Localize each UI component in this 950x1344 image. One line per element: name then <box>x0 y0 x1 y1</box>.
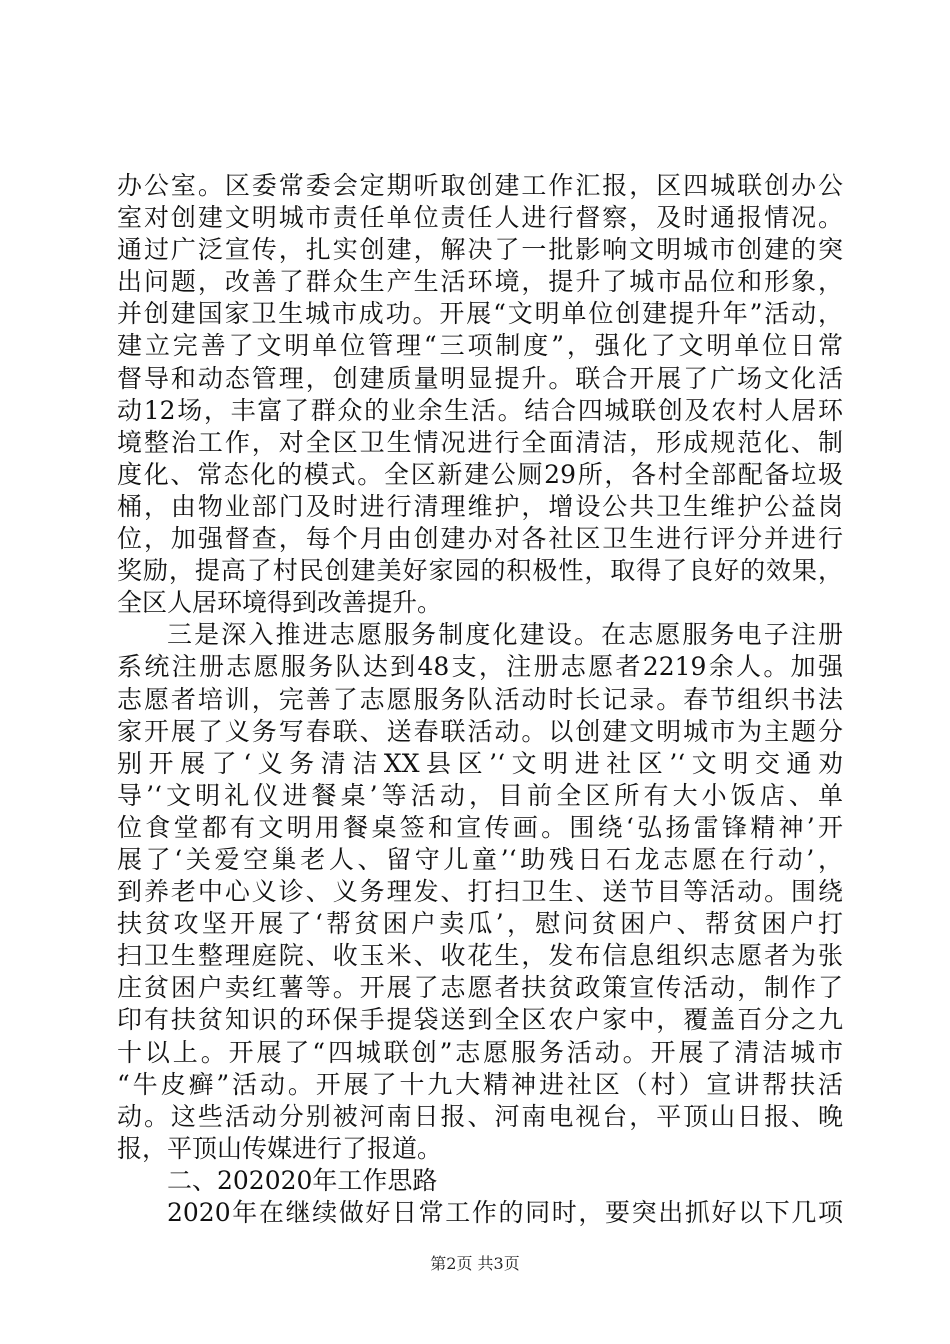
text-line: 动12场，丰富了群众的业余生活。结合四城联创及农村人居环 <box>117 395 843 425</box>
text-line: 别开展了‘义务清洁XX县区’‘文明进社区’‘文明交通劝 <box>117 748 843 778</box>
text-line: 志愿者培训，完善了志愿服务队活动时长记录。春节组织书法 <box>117 684 843 714</box>
page-number-footer: 第2页 共3页 <box>430 1254 520 1273</box>
text-line: 建立完善了文明单位管理“三项制度”，强化了文明单位日常 <box>117 331 843 361</box>
text-line: 通过广泛宣传，扎实创建，解决了一批影响文明城市创建的突 <box>117 235 843 265</box>
text-line: 度化、常态化的模式。全区新建公厕29所，各村全部配备垃圾 <box>117 459 843 489</box>
text-line: 庄贫困户卖红薯等。开展了志愿者扶贫政策宣传活动，制作了 <box>117 973 843 1003</box>
text-line: 报，平顶山传媒进行了报道。 <box>117 1133 443 1163</box>
text-line: 扫卫生整理庭院、收玉米、收花生，发布信息组织志愿者为张 <box>117 941 843 971</box>
text-line: 室对创建文明城市责任单位责任人进行督察，及时通报情况。 <box>117 203 843 233</box>
paragraph-start-line: 三是深入推进志愿服务制度化建设。在志愿服务电子注册 <box>167 620 843 650</box>
text-line: 出问题，改善了群众生产生活环境，提升了城市品位和形象， <box>117 267 843 297</box>
text-line: 展了‘关爱空巢老人、留守儿童’‘助残日石龙志愿在行动’， <box>117 844 843 874</box>
text-line: 桶，由物业部门及时进行清理维护，增设公共卫生维护公益岗 <box>117 491 843 521</box>
text-line: 到养老中心义诊、义务理发、打扫卫生、送节目等活动。围绕 <box>117 877 843 907</box>
text-line: 督导和动态管理，创建质量明显提升。联合开展了广场文化活 <box>117 363 843 393</box>
section-heading: 二、202020年工作思路 <box>167 1165 438 1195</box>
paragraph-start-line: 2020年在继续做好日常工作的同时，要突出抓好以下几项 <box>167 1198 843 1227</box>
text-line: 扶贫攻坚开展了‘帮贫困户卖瓜’，慰问贫困户、帮贫困户打 <box>117 909 843 939</box>
text-line: 系统注册志愿服务队达到48支，注册志愿者2219余人。加强 <box>117 652 843 682</box>
text-line: 境整治工作，对全区卫生情况进行全面清洁，形成规范化、制 <box>117 427 843 457</box>
text-line: 并创建国家卫生城市成功。开展“文明单位创建提升年”活动， <box>117 299 843 329</box>
text-line: 家开展了义务写春联、送春联活动。以创建文明城市为主题分 <box>117 716 843 746</box>
text-line: “牛皮癣”活动。开展了十九大精神进社区（村）宣讲帮扶活 <box>117 1069 843 1099</box>
text-line: 全区人居环境得到改善提升。 <box>117 588 443 618</box>
text-line: 十以上。开展了“四城联创”志愿服务活动。开展了清洁城市 <box>117 1037 843 1067</box>
document-body <box>117 170 843 1229</box>
text-line: 动。这些活动分别被河南日报、河南电视台，平顶山日报、晚 <box>117 1101 843 1131</box>
text-line: 印有扶贫知识的环保手提袋送到全区农户家中，覆盖百分之九 <box>117 1005 843 1035</box>
text-line: 奖励，提高了村民创建美好家园的积极性，取得了良好的效果， <box>117 556 843 586</box>
text-line: 导’‘文明礼仪进餐桌’等活动，目前全区所有大小饭店、单 <box>117 780 843 810</box>
text-line: 位，加强督查，每个月由创建办对各社区卫生进行评分并进行 <box>117 524 843 554</box>
text-line: 位食堂都有文明用餐桌签和宣传画。围绕‘弘扬雷锋精神’开 <box>117 812 843 842</box>
text-line: 办公室。区委常委会定期听取创建工作汇报，区四城联创办公 <box>117 171 843 200</box>
